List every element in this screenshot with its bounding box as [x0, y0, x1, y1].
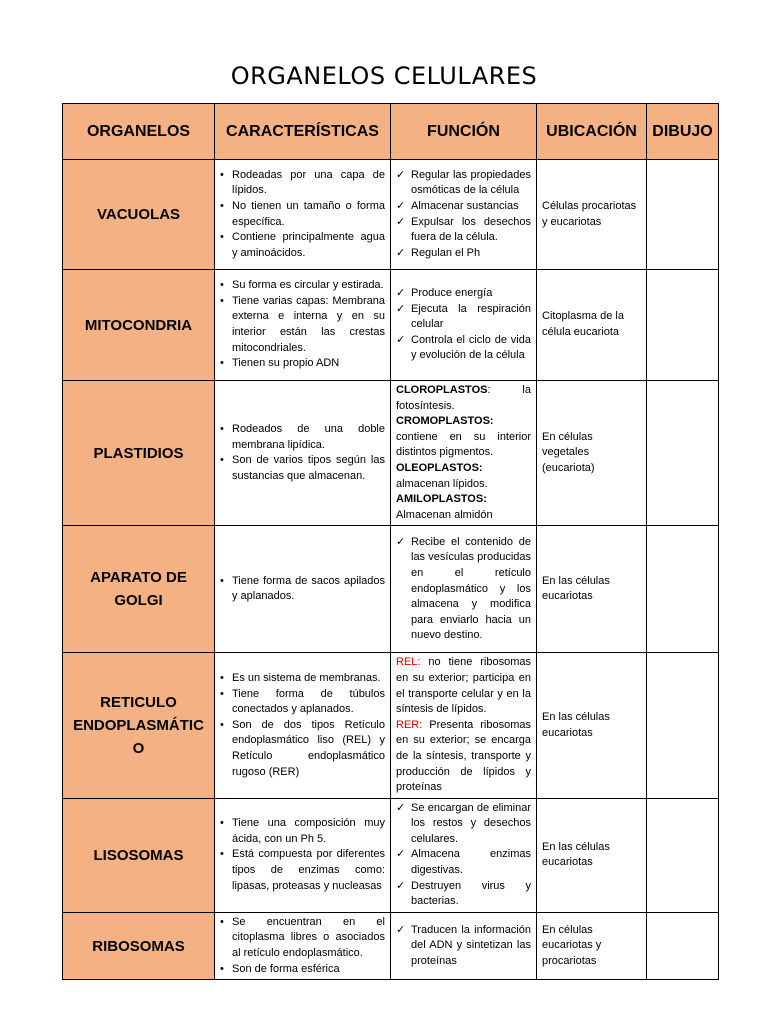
header-ubicacion: UBICACIÓN — [537, 104, 647, 160]
table-row — [63, 653, 719, 798]
funcion-paragraph — [396, 461, 531, 492]
header-dibujo: DIBUJO — [647, 104, 719, 160]
caracteristicas-cell — [215, 798, 391, 912]
funcion-paragraph — [396, 414, 531, 461]
header-row — [63, 104, 719, 160]
ubicacion-cell: En las células eucariotas — [537, 798, 647, 912]
list-item: • Tienen su propio ADN — [220, 356, 385, 372]
page-title: ORGANELOS CELULARES — [230, 62, 538, 90]
organelle-name: PLASTIDIOS — [63, 381, 215, 526]
list-item: ✓ Controla el ciclo de vida y evolución de la célula — [396, 333, 531, 364]
organelle-name: RIBOSOMAS — [63, 912, 215, 979]
funcion-paragraph — [396, 718, 531, 796]
table-row — [63, 912, 719, 979]
term-text: contiene en su interior distintos pigmentos. — [396, 430, 531, 459]
list-item: ✓ Traducen la información del ADN y sintetizan las proteínas — [396, 923, 531, 970]
list-item: ✓ Ejecuta la respiración celular — [396, 302, 531, 333]
table-row — [63, 270, 719, 381]
caracteristicas-cell — [215, 270, 391, 381]
ubicacion-cell: En las células eucariotas — [537, 526, 647, 653]
funcion-cell — [391, 381, 537, 526]
term-text: almacenan lípidos. — [396, 477, 488, 490]
dibujo-cell — [647, 912, 719, 979]
dibujo-cell — [647, 798, 719, 912]
ubicacion-cell: Citoplasma de la célula eucariota — [537, 270, 647, 381]
ubicacion-cell: En las células eucariotas — [537, 653, 647, 798]
list-item: • Tiene forma de sacos apilados y aplanados. — [220, 574, 385, 605]
list-item: • Son de forma esférica — [220, 962, 385, 978]
list-item: • Su forma es circular y estirada. — [220, 278, 385, 294]
list-item: • Tiene una composición muy ácida, con un Ph 5. — [220, 816, 385, 847]
term-label: CLOROPLASTOS — [396, 384, 488, 396]
list-item: ✓ Expulsar los desechos fuera de la célula. — [396, 215, 531, 246]
organelles-table — [62, 103, 719, 980]
list-item: • Es un sistema de membranas. — [220, 671, 385, 687]
term-label: AMILOPLASTOS: — [396, 493, 487, 506]
caracteristicas-cell — [215, 653, 391, 798]
term-text: Almacenan almidón — [396, 508, 493, 521]
header-caracteristicas: CARACTERÍSTICAS — [215, 104, 391, 160]
funcion-paragraph — [396, 492, 531, 523]
term-label: REL: — [396, 656, 421, 669]
funcion-cell — [391, 798, 537, 912]
funcion-cell — [391, 160, 537, 270]
header-funcion: FUNCIÓN — [391, 104, 537, 160]
funcion-cell — [391, 653, 537, 798]
dibujo-cell — [647, 653, 719, 798]
table-row — [63, 526, 719, 653]
header-organelos: ORGANELOS — [63, 104, 215, 160]
dibujo-cell — [647, 381, 719, 526]
list-item: ✓ Almacena enzimas digestivas. — [396, 847, 531, 878]
list-item: ✓ Destruyen virus y bacterias. — [396, 879, 531, 910]
table-row — [63, 798, 719, 912]
organelle-name: APARATO DE GOLGI — [63, 526, 215, 653]
ubicacion-cell: En células vegetales (eucariota) — [537, 381, 647, 526]
term-text: no tiene ribosomas en su exterior; participa en el transporte celular y en la síntesis de lípidos. — [396, 656, 531, 716]
organelle-name: MITOCONDRIA — [63, 270, 215, 381]
term-label: CROMOPLASTOS: — [396, 415, 494, 428]
list-item: • Son de dos tipos Retículo endoplasmático liso (REL) y Retículo endoplasmático rugoso (RER) — [220, 718, 385, 780]
list-item: ✓ Regulan el Ph — [396, 246, 531, 262]
term-label: RER: — [396, 718, 423, 731]
list-item: ✓ Recibe el contenido de las vesículas producidas en el retículo endoplasmático y los almacena y modifica para enviarlo hacia un nuevo destino. — [396, 535, 531, 644]
list-item: • Contiene principalmente agua y aminoácidos. — [220, 230, 385, 261]
term-label: OLEOPLASTOS: — [396, 461, 483, 474]
caracteristicas-cell — [215, 526, 391, 653]
list-item: • Son de varios tipos según las sustancias que almacenan. — [220, 453, 385, 484]
term-text: : la fotosíntesis. — [396, 384, 531, 412]
caracteristicas-cell — [215, 160, 391, 270]
caracteristicas-cell — [215, 912, 391, 979]
list-item: ✓ Se encargan de eliminar los restos y desechos celulares. — [396, 801, 531, 848]
list-item: ✓ Regular las propiedades osmóticas de la célula — [396, 168, 531, 199]
funcion-cell — [391, 912, 537, 979]
list-item: • No tienen un tamaño o forma específica. — [220, 199, 385, 230]
list-item: • Rodeados de una doble membrana lipídica. — [220, 422, 385, 453]
caracteristicas-cell — [215, 381, 391, 526]
organelle-name: VACUOLAS — [63, 160, 215, 270]
term-text: Presenta ribosomas en su exterior; se encarga de la síntesis, transporte y producción de lípidos y proteínas — [396, 718, 531, 794]
list-item: • Se encuentran en el citoplasma libres o asociados al retículo endoplasmático. — [220, 915, 385, 962]
ubicacion-cell: En células eucariotas y procariotas — [537, 912, 647, 979]
list-item: ✓ Produce energía — [396, 286, 531, 302]
table-row — [63, 160, 719, 270]
funcion-paragraph — [396, 383, 531, 414]
dibujo-cell — [647, 526, 719, 653]
list-item: • Tiene varias capas: Membrana externa e interna y en su interior están las crestas mitocondriales. — [220, 294, 385, 356]
list-item: ✓ Almacenar sustancias — [396, 199, 531, 215]
list-item: • Rodeadas por una capa de lípidos. — [220, 168, 385, 199]
dibujo-cell — [647, 270, 719, 381]
dibujo-cell — [647, 160, 719, 270]
organelle-name: LISOSOMAS — [63, 798, 215, 912]
funcion-cell — [391, 526, 537, 653]
organelle-name: RETICULO ENDOPLASMÁTIC O — [63, 653, 215, 798]
funcion-paragraph — [396, 655, 531, 717]
table-row — [63, 381, 719, 526]
list-item: • Está compuesta por diferentes tipos de enzimas como: lipasas, proteasas y nucleasas — [220, 847, 385, 894]
list-item: • Tiene forma de túbulos conectados y aplanados. — [220, 687, 385, 718]
funcion-cell — [391, 270, 537, 381]
ubicacion-cell: Células procariotas y eucariotas — [537, 160, 647, 270]
